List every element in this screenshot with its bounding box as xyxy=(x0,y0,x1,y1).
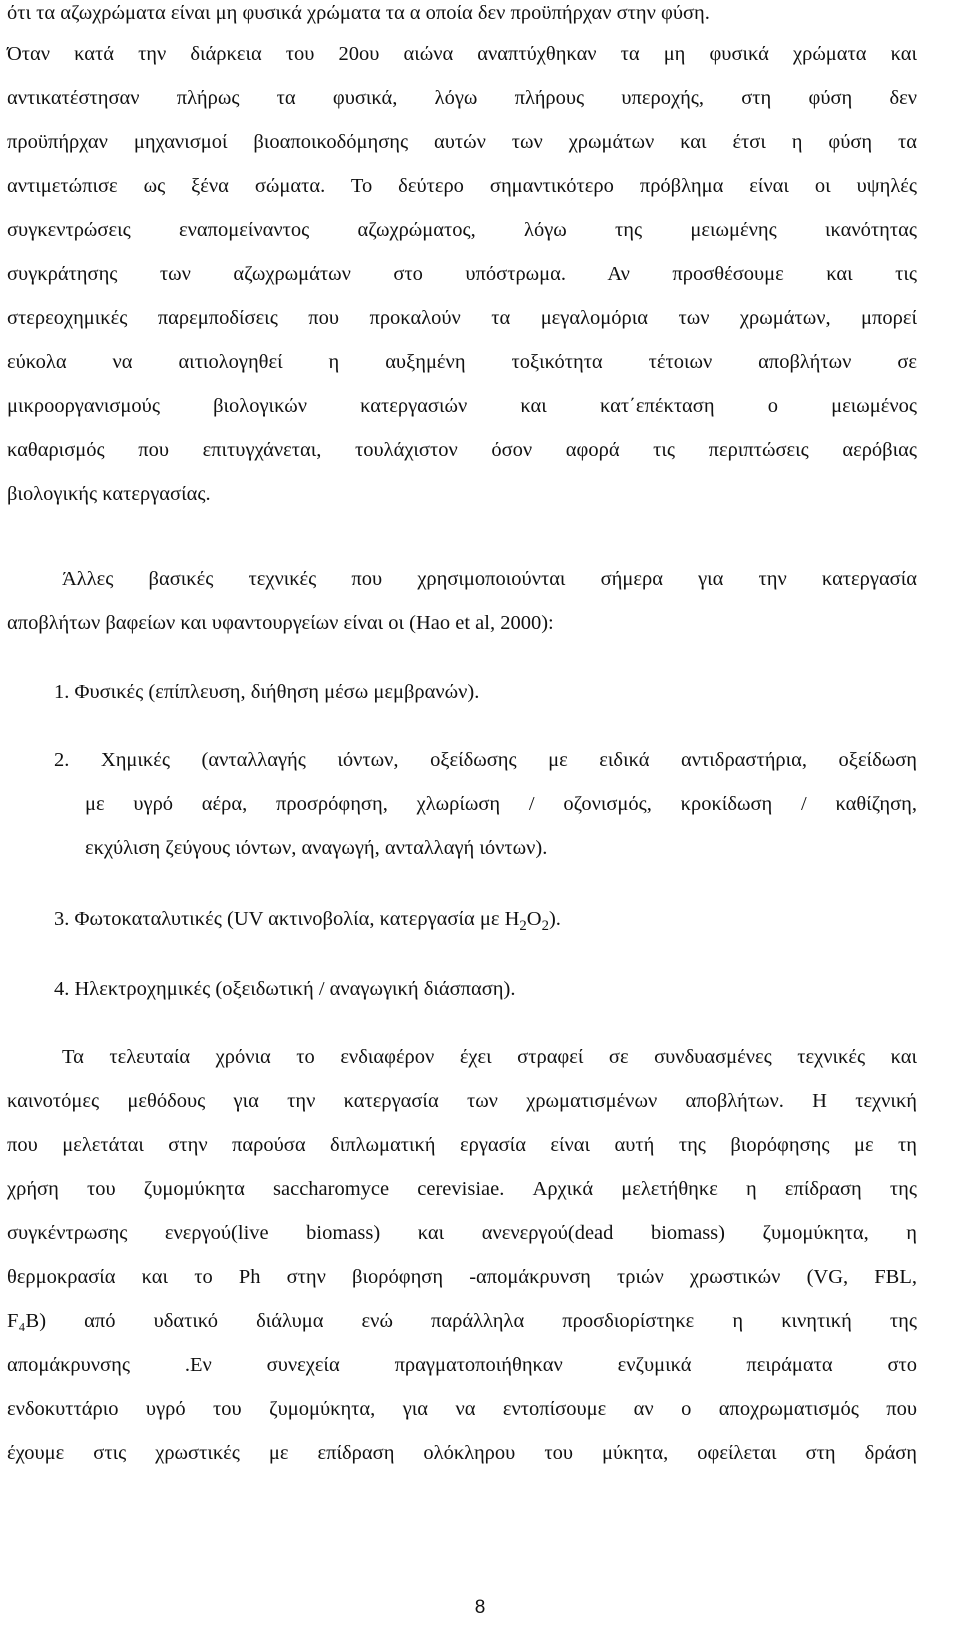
text-line: Άλλες βασικές τεχνικές που χρησιμοποιούνται σήμερα για την κατεργασία xyxy=(62,568,917,590)
text-line: χρήση του ζυμομύκητα saccharomyce cerevisiae. Αρχικά μελετήθηκε η επίδραση της xyxy=(7,1178,917,1200)
text-line: μικροοργανισμούς βιολογικών κατεργασιών και κατ΄επέκταση ο μειωμένος xyxy=(7,395,917,417)
text-line: αντικατέστησαν πλήρως τα φυσικά, λόγω πλήρους υπεροχής, στη φύση δεν xyxy=(7,87,917,109)
text-line: καινοτόμες μεθόδους για την κατεργασία των χρωματισμένων αποβλήτων. Η τεχνική xyxy=(7,1090,917,1112)
text-line: συγκεντρώσεις εναπομείναντος αζωχρώματος, λόγω της μειωμένης ικανότητας xyxy=(7,219,917,241)
list-item-continuation: εκχύλιση ζεύγους ιόντων, αναγωγή, ανταλλαγή ιόντων). xyxy=(85,837,548,859)
list-item: 2. Χημικές (ανταλλαγής ιόντων, οξείδωσης με ειδικά αντιδραστήρια, οξείδωση xyxy=(54,749,917,771)
text-line: Όταν κατά την διάρκεια του 20ου αιώνα αναπτύχθηκαν τα μη φυσικά χρώματα και xyxy=(7,43,917,65)
text-line: έχουμε στις χρωστικές με επίδραση ολόκληρου του μύκητα, οφείλεται στη δράση xyxy=(7,1442,917,1464)
text-line: ενδοκυττάριο υγρό του ζυμομύκητα, για να εντοπίσουμε αν ο αποχρωματισμός που xyxy=(7,1398,917,1420)
text-line: απομάκρυνσης .Εν συνεχεία πραγματοποιήθηκαν ενζυμικά πειράματα στο xyxy=(7,1354,917,1376)
text-line: θερμοκρασία και το Ph στην βιορόφηση -απομάκρυνση τριών χρωστικών (VG, FBL, xyxy=(7,1266,917,1288)
list-item-text: ). xyxy=(548,908,561,930)
subscript: 2 xyxy=(519,918,527,935)
text-line: αποβλήτων βαφείων και υφαντουργείων είναι οι (Hao et al, 2000): xyxy=(7,612,554,634)
subscript: 2 xyxy=(541,918,549,935)
text-line: Τα τελευταία χρόνια το ενδιαφέρον έχει στραφεί σε συνδυασμένες τεχνικές και xyxy=(62,1046,917,1068)
text-line: που μελετάται στην παρούσα διπλωματική εργασία είναι αυτή της βιορόφησης με τη xyxy=(7,1134,917,1156)
text-line: προϋπήρχαν μηχανισμοί βιοαποικοδόμησης αυτών των χρωμάτων και έτσι η φύση τα xyxy=(7,131,917,153)
text-line: εύκολα να αιτιολογηθεί η αυξημένη τοξικότητα τέτοιων αποβλήτων σε xyxy=(7,351,917,373)
text-line: ότι τα αζωχρώματα είναι μη φυσικά χρώματα τα α οποία δεν προϋπήρχαν στην φύση. xyxy=(7,2,710,24)
page-number: 8 xyxy=(474,1597,486,1618)
text-line: F₄B) από υδατικό διάλυμα ενώ παράλληλα προσδιορίστηκε η κινητική της xyxy=(7,1310,917,1332)
list-item: 1. Φυσικές (επίπλευση, διήθηση μέσω μεμβρανών). xyxy=(54,681,480,703)
list-item xyxy=(54,906,917,935)
text-line: συγκέντρωσης ενεργού(live biomass) και ανενεργού(dead biomass) ζυμομύκητα, η xyxy=(7,1222,917,1244)
text-line: αντιμετώπισε ως ξένα σώματα. Το δεύτερο σημαντικότερο πρόβλημα είναι οι υψηλές xyxy=(7,175,917,197)
list-item-continuation: με υγρό αέρα, προσρόφηση, χλωρίωση / οζονισμός, κροκίδωση / καθίζηση, xyxy=(85,793,917,815)
list-item-text: 3. Φωτοκαταλυτικές (UV ακτινοβολία, κατεργασία με H xyxy=(54,908,520,930)
list-item: 4. Ηλεκτροχημικές (οξειδωτική / αναγωγική διάσπαση). xyxy=(54,978,516,1000)
text-line: καθαρισμός που επιτυγχάνεται, τουλάχιστον όσον αφορά τις περιπτώσεις αερόβιας xyxy=(7,439,917,461)
text-line: βιολογικής κατεργασίας. xyxy=(7,483,211,505)
text-line: στερεοχημικές παρεμποδίσεις που προκαλούν τα μεγαλομόρια των χρωμάτων, μπορεί xyxy=(7,307,917,329)
text-line: συγκράτησης των αζωχρωμάτων στο υπόστρωμα. Αν προσθέσουμε και τις xyxy=(7,263,917,285)
list-item-text: O xyxy=(526,908,542,930)
